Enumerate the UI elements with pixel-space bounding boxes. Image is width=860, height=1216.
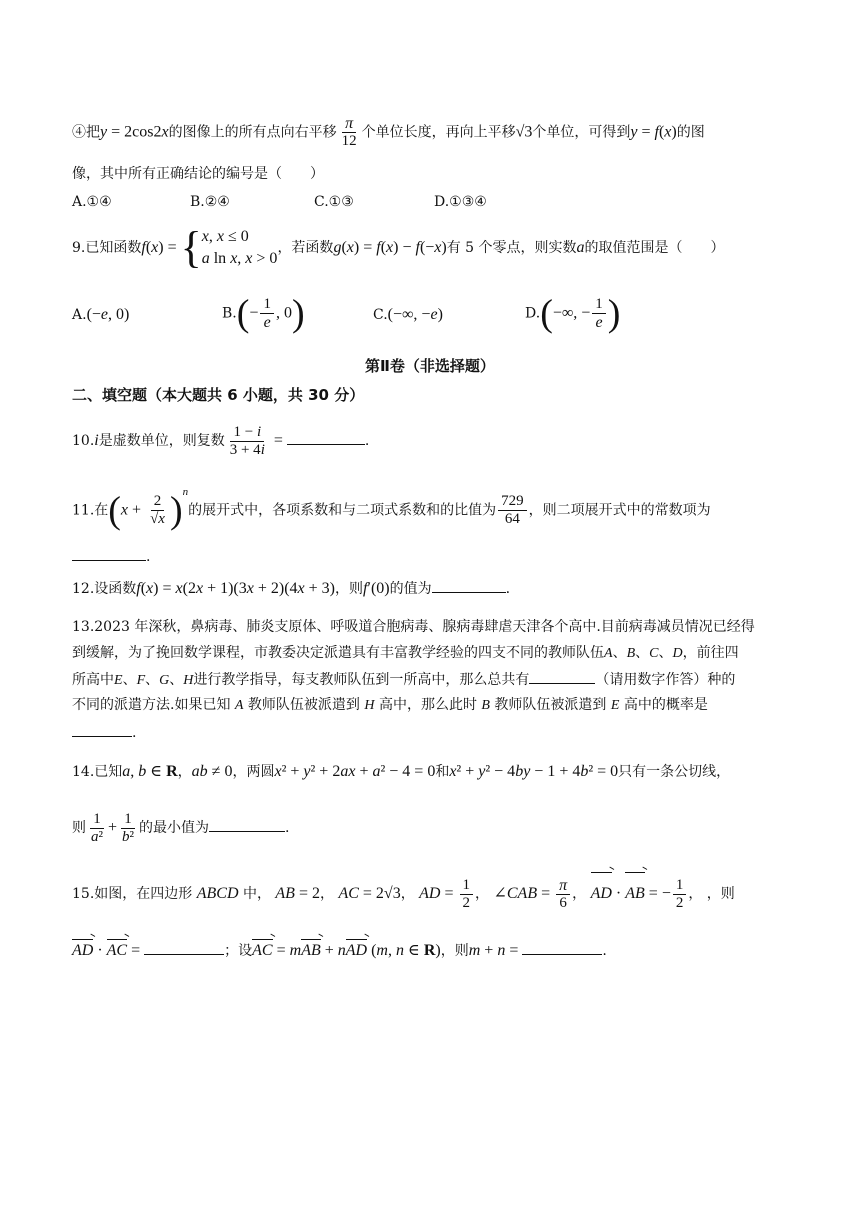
- text: 高中，那么此时: [378, 697, 477, 713]
- q8-option-b: B.②④: [190, 194, 230, 210]
- q15-blank2[interactable]: [522, 940, 602, 955]
- q8-option-d: D.①③④: [434, 194, 487, 210]
- text: 12.设函数: [72, 581, 137, 597]
- q13-blank1[interactable]: [529, 669, 595, 684]
- text: 不同的派遣方法.如果已知: [72, 697, 231, 713]
- text: ，则: [706, 886, 735, 902]
- text: （请用数字作答）种的: [595, 672, 736, 688]
- text: ，则: [440, 943, 469, 959]
- text: C.: [373, 307, 388, 323]
- q14-line2: 则 $\frac{1}{\text{a²}}$ + $\frac{1}{\text{b²}}$ 的最小值为 .: [72, 810, 290, 845]
- q11-blank[interactable]: [72, 546, 146, 561]
- q9-option-a: A.(−e, 0): [72, 306, 130, 323]
- text: 进行教学指导，每支教师队伍到一所高中，那么总共有: [193, 672, 530, 688]
- q13-blank2[interactable]: [72, 722, 132, 737]
- text: ，两圆: [232, 764, 275, 780]
- fraction-pi-12: $\frac{\pi}{12}$: [341, 115, 357, 149]
- text: 个单位长度，再向上平移: [361, 124, 516, 141]
- text: 到缓解，为了挽回数学课程，市教委决定派遣具有丰富教学经验的四支不同的教师队伍: [72, 645, 604, 661]
- section2-title: 二、填空题（本大题共 6 小题，共 30 分）: [72, 386, 365, 404]
- q12-blank[interactable]: [432, 578, 506, 593]
- text: D.: [525, 305, 541, 322]
- text: 的取值范围是（ ）: [584, 240, 725, 256]
- text: ，则二项展开式中的常数项为: [528, 502, 711, 519]
- text: 的最小值为: [139, 820, 210, 836]
- q13-line2: 到缓解，为了挽回数学课程，市教委决定派遣具有丰富教学经验的四支不同的教师队伍A、B、C、D，前往四: [72, 645, 739, 661]
- text: 则: [72, 820, 86, 836]
- q10-blank[interactable]: [287, 430, 365, 445]
- q13-line3: 所高中E、F、G、H进行教学指导，每支教师队伍到一所高中，那么总共有 （请用数字作答）种的: [72, 669, 735, 691]
- q14-blank[interactable]: [209, 817, 285, 832]
- text: 教师队伍被派遣到: [247, 697, 360, 713]
- text: ，前往四: [682, 645, 739, 661]
- text: 有 5 个零点，则实数: [446, 240, 577, 256]
- text: 10.: [72, 433, 95, 449]
- text: 只有一条公切线，: [618, 764, 731, 780]
- q13-line4: 不同的派遣方法.如果已知 A 教师队伍被派遣到 H 高中，那么此时 B 教师队伍被派遣到 E 高中的概率是: [72, 697, 708, 713]
- q9-line: 9.已知函数f(x) = { x, x ≤ 0 a ln x, x > 0 ，若函数g(x) = f(x) − f(−x)有 5 个零点，则实数a的取值范围是（ ）: [72, 223, 725, 272]
- text: 高中的概率是: [623, 697, 708, 713]
- text: ，若函数: [277, 240, 334, 256]
- text: 的展开式中，各项系数和与二项式系数和的比值为: [188, 502, 497, 519]
- q8-option-c: C.①③: [314, 194, 354, 210]
- q15-blank1[interactable]: [144, 940, 224, 955]
- text: 9.已知函数: [72, 240, 142, 256]
- q9-option-b: B.(− $\frac{1}{e}$ , 0): [222, 292, 305, 335]
- q15-line1: 15.如图，在四边形 ABCD 中， AB = 2， AC = 2√3， AD = $\frac{1}{2}$ ， ∠CAB = $\frac{\pi}{6}$ ， AD · AB = − $\frac{1}{2}$ ， ，则: [72, 874, 735, 914]
- q13-line5: .: [72, 722, 136, 743]
- text: B.: [222, 305, 237, 322]
- q8-item4-line2: 像，其中所有正确结论的编号是（ ）: [72, 166, 324, 182]
- part2-title: 第Ⅱ卷（非选择题）: [365, 357, 495, 375]
- text: A.: [72, 307, 87, 323]
- text: ，则: [335, 581, 364, 597]
- text: 和: [435, 764, 450, 780]
- q12-line: 12.设函数f(x) = x(2x + 1)(3x + 2)(4x + 3)，则f′(0)的值为 .: [72, 580, 511, 597]
- text: 教师队伍被派遣到: [494, 697, 607, 713]
- q11-line2: .: [72, 546, 150, 567]
- text: ④把: [72, 124, 100, 141]
- text: 所高中: [72, 672, 114, 688]
- q13-line1: 13.2023 年深秋，鼻病毒、肺炎支原体、呼吸道合胞病毒、腺病毒肆虐天津各个高中.目前病毒减员情况已经得: [72, 619, 755, 635]
- text: 14.已知: [72, 764, 123, 780]
- piecewise: x, x ≤ 0 a ln x, x > 0: [201, 228, 278, 267]
- q9-option-d: D.(−∞, − $\frac{1}{e}$ ): [525, 292, 621, 335]
- q14-line1: 14.已知a, b ∈ R，ab ≠ 0，两圆x² + y² + 2ax + a² − 4 = 0和x² + y² − 4by − 1 + 4b² = 0只有一条公切线，: [72, 763, 731, 780]
- text: 个单位，可得到: [532, 124, 631, 141]
- text: 是虚数单位，则复数: [98, 433, 225, 449]
- text: 的图: [676, 124, 705, 141]
- q15-line2: AD · AC = ；设AC = mAB + nAD (m, n ∈ R)，则m + n = .: [72, 942, 607, 959]
- text: 的图像上的所有点向右平移: [168, 124, 337, 141]
- text: 的值为: [389, 581, 432, 597]
- q8-option-a: A.①④: [72, 194, 112, 210]
- q9-option-c: C.(−∞, −e): [373, 306, 443, 323]
- q8-item4-line1: ④把y = 2cos2x的图像上的所有点向右平移 $\frac{\pi}{12}$ 个单位长度，再向上平移√3个单位，可得到y = f(x)的图: [72, 115, 705, 149]
- text: 15.如图，在四边形: [72, 886, 193, 902]
- q10-line: 10.i是虚数单位，则复数 $\frac{1 - i}{3 + 4i}$ = .: [72, 423, 370, 458]
- text: 11.在: [72, 502, 109, 519]
- text: ；设: [224, 943, 253, 959]
- q11-line1: 11.在(x + $\frac{2}{√x}$ )$^n$的展开式中，各项系数和与二项式系数和的比值为 $\frac{729}{64}$ ，则二项展开式中的常数项为: [72, 486, 711, 532]
- text: 中，: [242, 886, 271, 902]
